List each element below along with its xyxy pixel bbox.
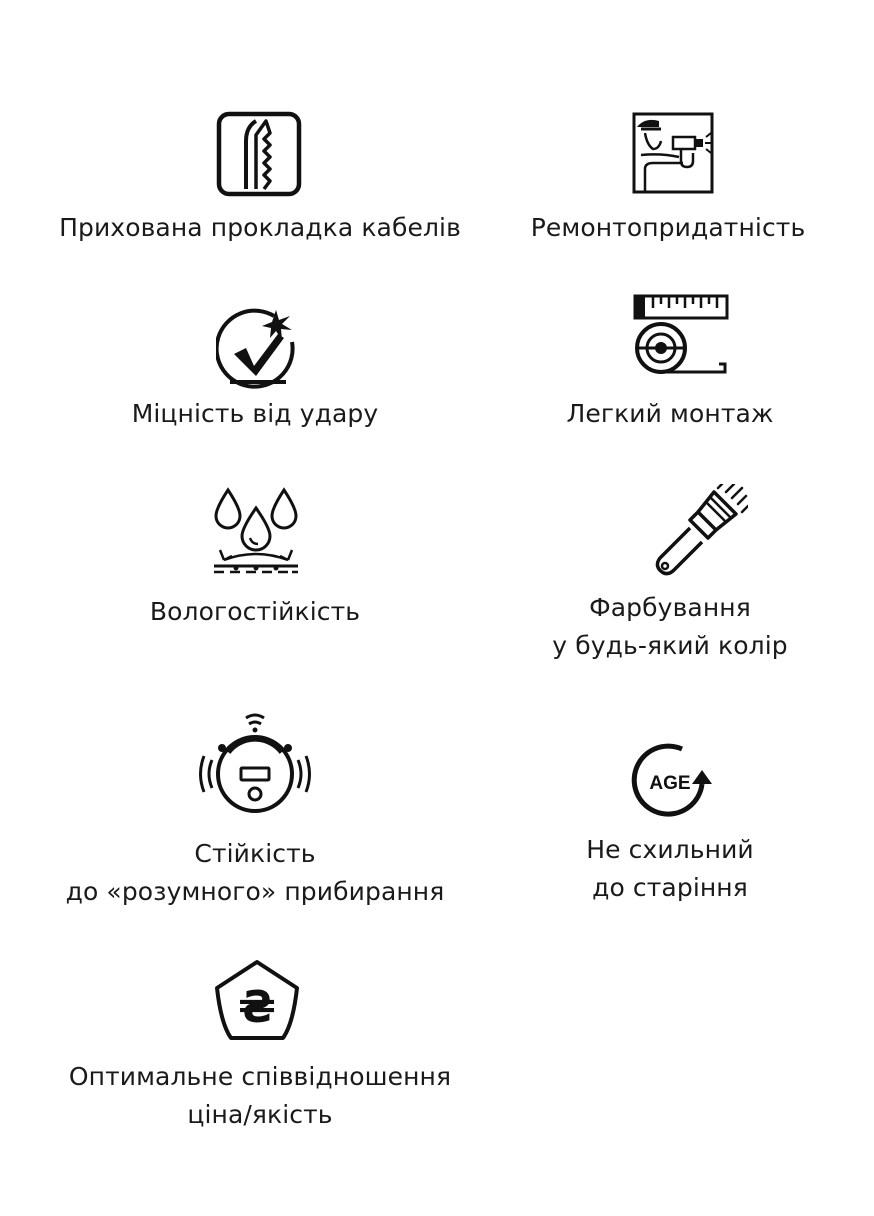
feature-label: Оптимальне співвідношення ціна/якість: [68, 1062, 452, 1129]
age-icon: [630, 740, 720, 824]
feature-label: Легкий монтаж: [566, 399, 774, 428]
feature-label: Вологостійкість: [149, 597, 361, 626]
currency-symbol: ₴: [238, 982, 276, 1033]
robot-vacuum-icon: [198, 710, 312, 820]
tape-measure-icon: [631, 294, 731, 380]
feature-label: Стійкість до «розумного» прибирання: [65, 839, 445, 906]
impact-resistance-icon: [216, 306, 300, 390]
feature-label: Не схильний до старіння: [586, 835, 754, 902]
feature-label: Міцність від удару: [131, 399, 379, 428]
age-text: AGE: [649, 773, 691, 794]
feature-label: Фарбування у будь-який колір: [552, 593, 788, 660]
water-drops-icon: [210, 486, 302, 578]
feature-label: Прихована прокладка кабелів: [59, 213, 461, 242]
paint-brush-icon: [652, 484, 748, 576]
repair-worker-icon: [631, 111, 715, 195]
hryvnia-icon: [213, 958, 301, 1042]
hidden-cable-icon: [216, 111, 302, 197]
feature-label: Ремонтопридатність: [530, 213, 806, 242]
